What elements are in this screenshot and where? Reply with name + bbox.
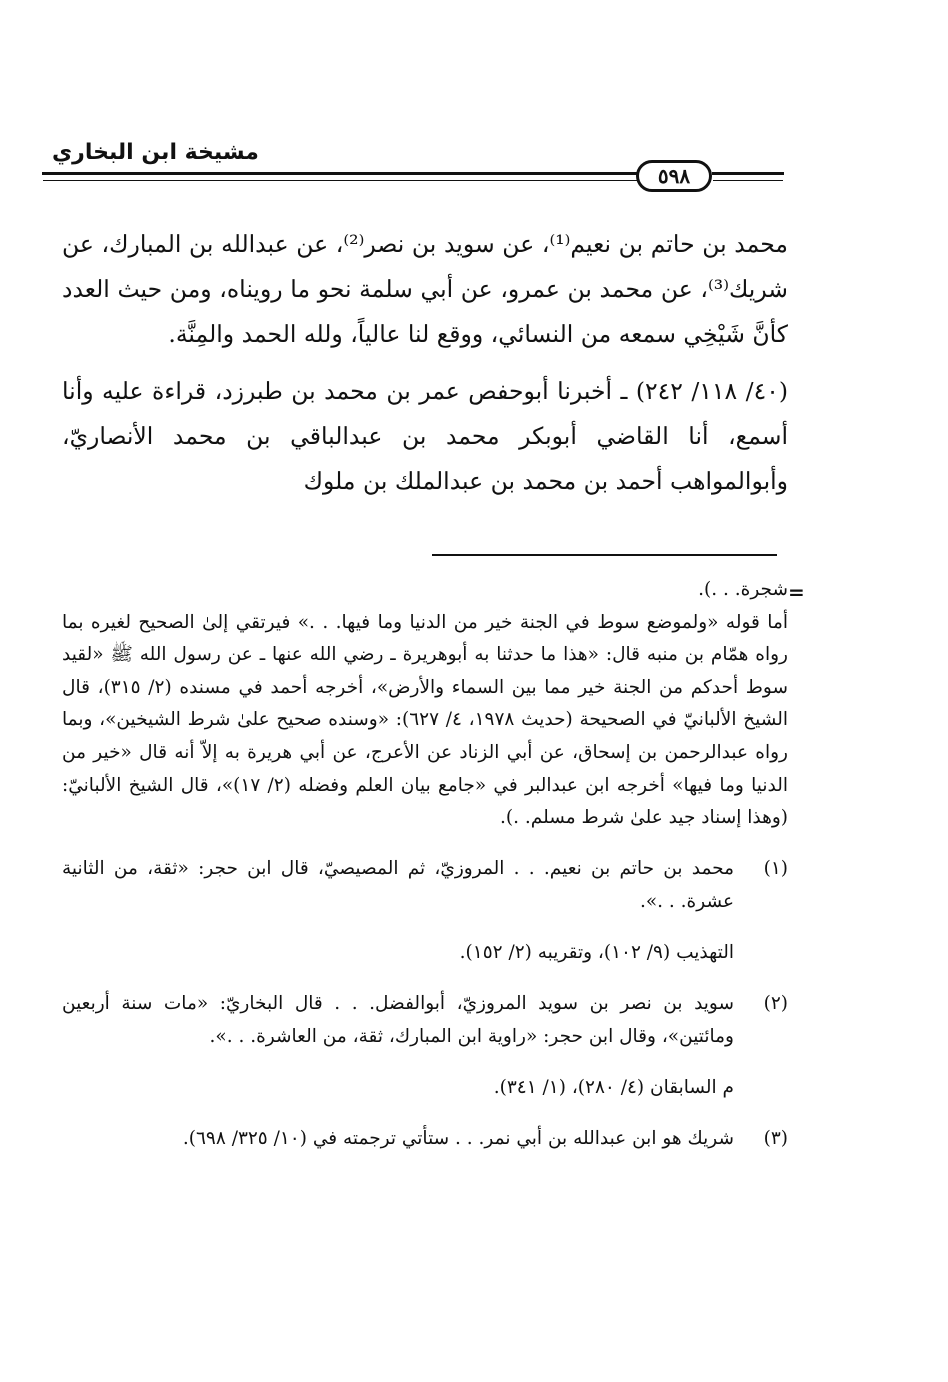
footnote-separator (432, 554, 777, 556)
footnote-number: (١) (763, 858, 788, 880)
footnote-line: محمد بن حاتم بن نعيم. . . المروزيّ، ثم المصيصيّ، قال ابن حجر: «ثقة، من الثانية عشرة. . .». (62, 858, 734, 912)
footnote-line: م السابقان (٤/ ٢٨٠)، (١/ ٣٤١). (493, 1076, 734, 1098)
footnote-3 (62, 1123, 788, 1156)
header-rule-right (712, 172, 784, 175)
footnote-1 (62, 853, 788, 969)
footnote-2 (62, 988, 788, 1104)
running-title: مشيخة ابن البخاري (52, 140, 259, 165)
footnote-line: سويد بن نصر بن سويد المروزيّ، أبوالفضل. . . قال البخاريّ: «مات سنة أربعين ومائتين»، وقال ابن حجر: «راوية ابن المبارك، ثقة، من العاشرة. . .». (62, 993, 734, 1047)
paragraph-hadith-40: (٤٠/ ١١٨/ ٢٤٢) ـ أخبرنا أبوحفص عمر بن محمد بن طبرزد، قراءة عليه وأنا أسمع، أنا القاضي أبوبكر محمد بن عبدالباقي بن محمد الأنصاريّ، وأبوالمواهب أحمد بن محمد بن عبدالملك بن ملوك (62, 377, 788, 495)
page-number: ٥٩٨ (636, 160, 712, 192)
footnote-continuation-mark: = (788, 580, 805, 604)
footnote-continuation-line: أما قوله «ولموضع سوط في الجنة خير من الدنيا وما فيها. . .» فيرتقي إلىٰ الصحيح لغيره بما رواه همّام بن منبه قال: «هذا ما حدثنا به أبوهريرة ـ رضي الله عنها ـ عن رسول الله ﷺ «لقيد سوط أحدكم من الجنة خير مما بين السماء والأرض»، أخرجه أحمد في مسنده (٢/ ٣١٥)، قال الشيخ الألبانيّ في الصحيحة (حديث ١٩٧٨، ٤/ ٦٢٧): «وسنده صحيح علىٰ شرط الشيخين»، وبما رواه عبدالرحمن بن إسحاق، عن أبي الزناد عن الأعرج، عن أبي هريرة به إلاّ أنه قال «خير من الدنيا وما فيها» أخرجه ابن عبدالبر في «جامع بيان العلم وفضله (٢/ ١٧)»، قال الشيخ الألبانيّ: (وهذا إسناد جيد علىٰ شرط مسلم. .). (62, 611, 788, 829)
footnotes (62, 574, 788, 1174)
header-rule-left (42, 172, 638, 175)
paragraph-continuation: محمد بن حاتم بن نعيم⁽¹⁾، عن سويد بن نصر⁽²⁾، عن عبدالله بن المبارك، عن شريك⁽³⁾، عن محمد بن عمرو، عن أبي سلمة نحو ما رويناه، ومن حيث العدد كأنَّ شَيْخِي سمعه من النسائي، ووقع لنا عالياً، ولله الحمد والمِنَّة. (62, 230, 788, 348)
footnote-number: (٣) (763, 1127, 788, 1149)
footnote-line: شريك هو ابن عبدالله بن أبي نمر. . . ستأتي ترجمته في (١٠/ ٣٢٥/ ٦٩٨). (182, 1127, 734, 1149)
footnote-continuation-line: شجرة. . .). (698, 579, 788, 600)
main-text (62, 222, 788, 504)
footnote-continuation (62, 574, 788, 835)
footnote-line: التهذيب (٩/ ١٠٢)، وتقريبه (٢/ ١٥٢). (459, 941, 734, 963)
footnote-number: (٢) (763, 993, 788, 1015)
